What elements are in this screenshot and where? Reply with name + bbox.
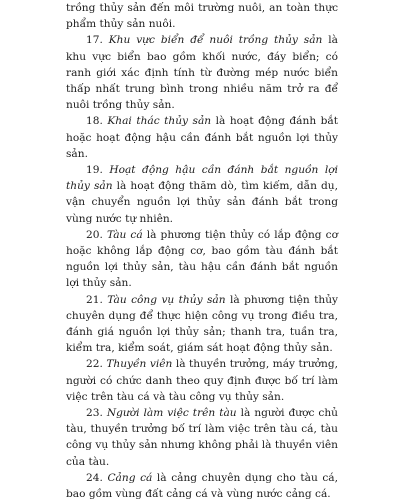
definition-term: Hoạt động hậu cần đánh bắt nguồn lợi thủy sản [66, 164, 338, 193]
definition-term: Khai thác thủy sản [107, 115, 212, 128]
definition-24 [66, 470, 338, 502]
definition-term: Tàu cá [106, 228, 143, 241]
definition-body: là cảng chuyên dụng cho tàu cá, bao gồm vùng đất cảng cá và vùng nước cảng cá. [66, 471, 338, 501]
definition-body: là phương tiện thủy có lắp động cơ hoặc không lắp động cơ, bao gồm tàu đánh bắt nguồn lợi thủy sản, tàu hậu cần đánh bắt nguồn lợi thủy sản. [66, 228, 338, 290]
definition-body: là khu vực biển bao gồm khối nước, đáy biển; có ranh giới xác định tính từ đường mép nước biển thấp nhất trung bình trong nhiều năm trở ra để nuôi trồng thủy sản. [66, 34, 338, 112]
definition-22 [66, 356, 338, 405]
definition-number: 20. [86, 228, 103, 241]
definition-number: 21. [86, 293, 103, 306]
definition-16-continuation [66, 0, 338, 32]
definition-number: 19. [86, 164, 103, 177]
definition-19 [66, 162, 338, 227]
definition-term: Người làm việc trên tàu [106, 407, 237, 420]
definition-body: là thuyền trưởng, máy trưởng, người có chức danh theo quy định được bố trí làm việc trên tàu cá và tàu công vụ thủy sản. [66, 358, 338, 403]
definition-body: trồng thủy sản đến môi trường nuôi, an toàn thực phẩm thủy sản nuôi. [66, 2, 338, 31]
definition-body: là người được chủ tàu, thuyền trưởng bố trí làm việc trên tàu cá, tàu công vụ thủy sản nhưng không phải là thuyền viên của tàu. [66, 407, 338, 468]
definition-number: 17. [86, 34, 103, 47]
definition-number: 23. [86, 407, 103, 420]
definition-body: là hoạt động thăm dò, tìm kiếm, dẫn dụ, vận chuyển nguồn lợi thủy sản đánh bắt trong vùng nước tự nhiên. [66, 180, 338, 225]
definition-body: là hoạt động đánh bắt hoặc hoạt động hậu cần đánh bắt nguồn lợi thủy sản. [66, 115, 338, 160]
definition-term: Tàu công vụ thủy sản [107, 293, 226, 306]
definition-20 [66, 227, 338, 292]
definition-term: Cảng cá [107, 471, 153, 484]
definition-body: là phương tiện thủy chuyên dụng để thực hiện công vụ trong điều tra, đánh giá nguồn lợi thủy sản; thanh tra, tuần tra, kiểm tra, kiểm soát, giám sát hoạt động thủy sản. [66, 293, 339, 355]
definition-number: 18. [86, 115, 103, 128]
definition-number: 24. [86, 471, 103, 484]
definition-21 [66, 292, 338, 357]
definition-term: Khu vực biển để nuôi trồng thủy sản [108, 34, 323, 47]
definition-23 [66, 405, 338, 470]
definition-term: Thuyền viên [106, 358, 173, 371]
definition-18 [66, 113, 338, 162]
definition-number: 22. [86, 358, 103, 371]
definition-17 [66, 32, 338, 113]
